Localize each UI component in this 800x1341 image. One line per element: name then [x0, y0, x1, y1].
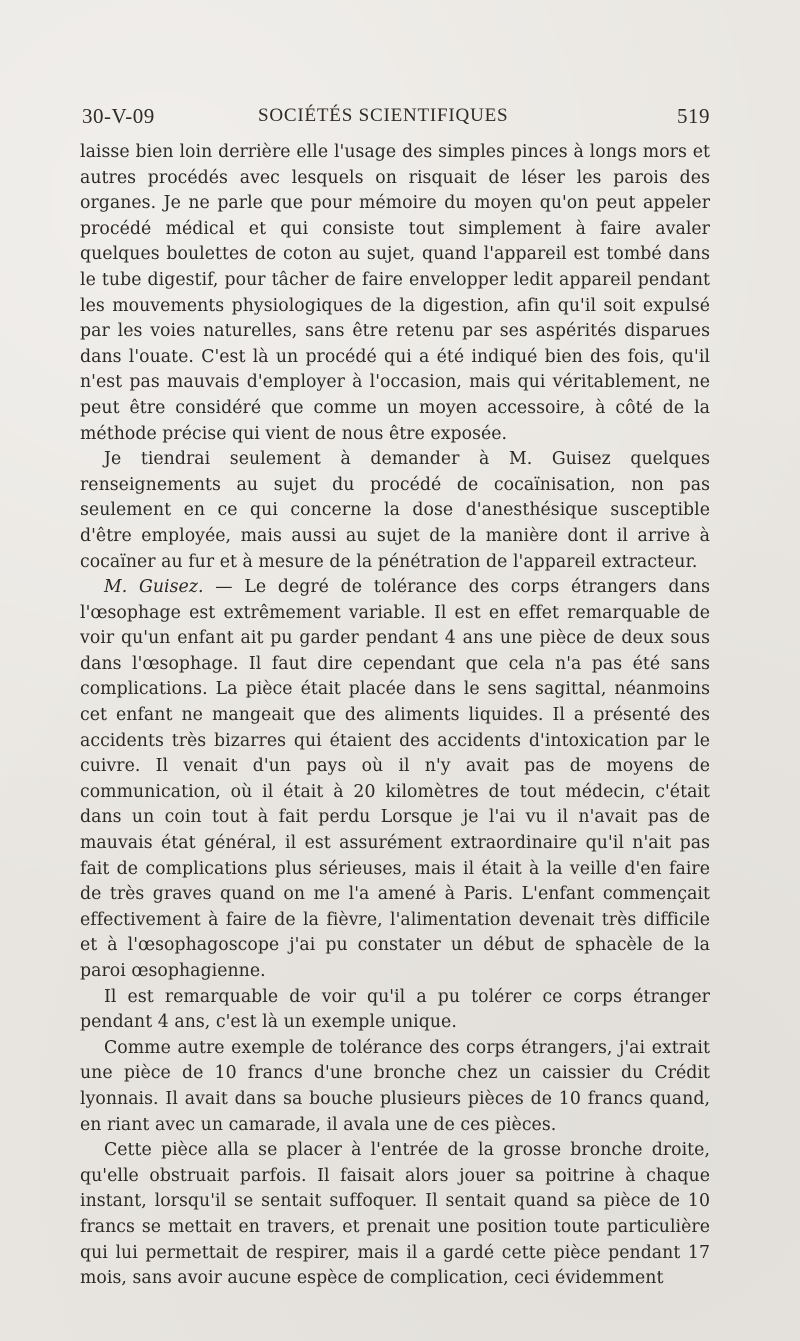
page-number: 519: [677, 104, 710, 128]
paragraph-speaker-reply: [80, 575, 710, 985]
running-head: [82, 104, 710, 132]
paragraph: Cette pièce alla se placer à l'entrée de la grosse bronche droite, qu'elle obstruait parfois. Il faisait alors jouer sa poitrine à chaque instant, lorsqu'il se sentait suffoquer. Il sentait quand sa pièce de 10 francs se mettait en travers, et prenait une position toute particulière qui lui permettait de respirer, mais il a gardé cette pièce pendant 17 mois, sans avoir aucune espèce de complication, ceci évidemment: [80, 1140, 710, 1289]
speaker-name: M. Guisez.: [104, 577, 204, 598]
issue-date: 30-V-09: [82, 104, 155, 128]
paragraph: Comme autre exemple de tolérance des corps étrangers, j'ai extrait une pièce de 10 francs d'une bronche chez un caissier du Crédit lyonnais. Il avait dans sa bouche plusieurs pièces de 10 francs quand, en riant avec un camarade, il avala une de ces pièces.: [80, 1037, 710, 1135]
paragraph: Il est remarquable de voir qu'il a pu tolérer ce corps étranger pendant 4 ans, c'est là un exemple unique.: [80, 986, 710, 1033]
paragraph-continued: laisse bien loin derrière elle l'usage des simples pinces à longs mors et autres procédés avec lesquels on risquait de léser les parois des organes. Je ne parle que pour mémoire du moyen qu'on peut appeler procédé médical et qui consiste tout simplement à faire avaler quelques boulettes de coton au sujet, quand l'appareil est tombé dans le tube digestif, pour tâcher de faire envelopper ledit appareil pendant les mouvements physiologiques de la digestion, afin qu'il soit expulsé par les voies naturelles, sans être retenu par ses aspérités disparues dans l'ouate. C'est là un procédé qui a été indiqué bien des fois, qu'il n'est pas mauvais d'employer à l'occasion, mais qui véritablement, ne peut être considéré que comme un moyen accessoire, à côté de la méthode précise qui vient de nous être exposée.: [80, 142, 710, 444]
body-text: [80, 140, 710, 1292]
section-title: SOCIÉTÉS SCIENTIFIQUES: [258, 105, 509, 126]
paragraph: Je tiendrai seulement à demander à M. Guisez quelques renseignements au sujet du procédé de cocaïnisation, non pas seulement en ce qui concerne la dose d'anesthésique susceptible d'être employée, mais aussi au sujet de la manière dont il arrive à cocaïner au fur et à mesure de la pénétration de l'appareil extracteur.: [80, 449, 710, 572]
speaker-text: — Le degré de tolérance des corps étrangers dans l'œsophage est extrêmement variable. Il est en effet remarquable de voir qu'un enfant ait pu garder pendant 4 ans une pièce de deux sous dans l'œsophage. Il faut dire cependant que cela n'a pas été sans complications. La pièce était placée dans le sens sagittal, néanmoins cet enfant ne mangeait que des aliments liquides. Il a présenté des accidents très bizarres qui étaient des accidents d'intoxication par le cuivre. Il venait d'un pays où il n'y avait pas de moyens de communication, où il était à 20 kilomètres de tout médecin, c'était dans un coin tout à fait perdu Lorsque je l'ai vu il n'avait pas de mauvais état général, il est assurément extraordinaire qu'il n'ait pas fait de complications plus sérieuses, mais il était à la veille d'en faire de très graves quand on me l'a amené à Paris. L'enfant commençait effectivement à faire de la fièvre, l'alimentation devenait très difficile et à l'œsophagoscope j'ai pu constater un début de sphacèle de la paroi œsophagienne.: [80, 577, 710, 981]
